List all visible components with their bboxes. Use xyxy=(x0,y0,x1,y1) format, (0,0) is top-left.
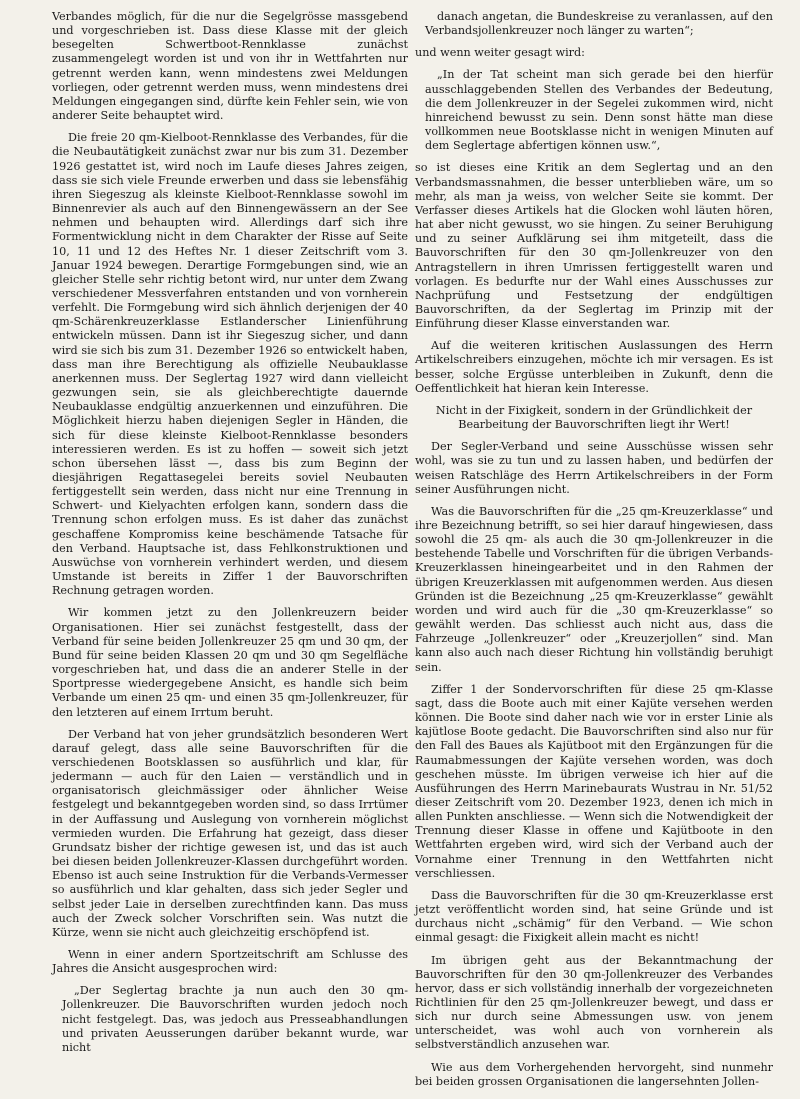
quotation: danach angetan, die Bundeskreise zu veranlassen, auf den Verbandsjollenkreuzer noch länger zu warten“; xyxy=(425,10,773,38)
paragraph: und wenn weiter gesagt wird: xyxy=(415,46,585,60)
paragraph: Dass die Bauvorschriften für die 30 qm-Kreuzerklasse erst jetzt veröffentlicht worden sind, hat seine Gründe und ist durchaus nicht „schämig“ für den Verband. — Wie schon einmal gesagt: die Fixigkeit allein macht es nicht! xyxy=(415,888,773,945)
paragraph: Ziffer 1 der Sondervorschriften für diese 25 qm-Klasse sagt, dass die Boote auch mit einer Kajüte versehen werden können. Die Boote sind daher nach wie vor in erster Linie als kajütlose Boote gedacht. Die Bauvorschriften sind also nur für den Fall des Baues als Kajütboot mit den Ergänzungen für die Raumabmessungen der Kajüte versehen worden, was doch geschehen müsste. Im übrigen verweise ich hier auf die Ausführungen des Herrn Marinebaurats Wustrau in Nr. 51/52 dieser Zeitschrift vom 20. Dezember 1923, denen ich mich in allen Punkten anschliesse. — Wenn sich die Notwendigkeit der Trennung dieser Klasse in offene und Kajütboote in den Wettfahrten ergeben wird, wird sich der Verband auch der Vornahme einer Trennung in den Wettfahrten nicht verschliessen. xyxy=(415,682,773,880)
paragraph: Im übrigen geht aus der Bekanntmachung der Bauvorschriften für den 30 qm-Jollenkreuzer des Verbandes hervor, dass er sich vollständig innerhalb der vorgezeichneten Richtlinien für den 25 qm-Jollenkreuzer bewegt, und dass er sich nur durch seine Abmessungen usw. von jenem unterscheidet, was wohl auch von vornherein als selbstverständlich anzusehen war. xyxy=(415,953,773,1052)
paragraph: Wie aus dem Vorhergehenden hervorgeht, sind nunmehr bei beiden grossen Organisationen die langersehnten Jollen- xyxy=(415,1060,773,1088)
paragraph: Die freie 20 qm-Kielboot-Rennklasse des Verbandes, für die die Neubautätigkeit zunächst zwar nur bis zum 31. Dezember 1926 gestattet ist, wird noch im Laufe dieses Jahres zeigen, dass sie sich viele Freunde erwerben und dass sie lebensfähig ihren Siegeszug als kleinste Kielboot-Rennklasse sowohl im Binnenrevier als auch auf den Binnengewässern an der See nehmen und behaupten wird. Allerdings darf sich ihre Formentwicklung nicht in dem Charakter der Risse auf Seite 10, 11 und 12 des Heftes Nr. 1 dieser Zeitschrift vom 3. Januar 1924 bewegen. Derartige Formgebungen sind, wie an gleicher Stelle sehr richtig betont wird, nur unter dem Zwang verschiedener Messverfahren entstanden und von vornherein verfehlt. Die Formgebung wird sich ähnlich derjenigen der 40 qm-Schärenkreuzerklasse Estlanderscher Linienführung entwickeln müssen. Dann ist ihr Siegeszug sicher, und dann wird sie sich bis zum 31. Dezember 1926 so entwickelt haben, dass man ihre Berechtigung als offizielle Neubauklasse anerkennen muss. Der Seglertag 1927 wird dann vielleicht gezwungen sein, sie als gleichberechtigte dauernde Neubauklasse endgültig anzuerkennen und einzuführen. Die Möglichkeit hierzu haben diejenigen Segler in Händen, die sich für diese kleinste Kielboot-Rennklasse besonders interessieren werden. Es ist zu hoffen — soweit sich jetzt schon übersehen lässt —, dass bis zum Beginn der diesjährigen Regattasegelei bereits soviel Neubauten fertiggestellt sein werden, dass nicht nur eine Trennung in Schwert- und Kielyachten erfolgen kann, sondern dass die Trennung schon erfolgen muss. Es ist daher das zunächst geschaffene Kompromiss keine beschämende Tatsache für den Verband. Hauptsache ist, dass Fehlkonstruktionen und Auswüchse von vornherein verhindert werden, und diesem Umstande ist bereits in Ziffer 1 der Bauvorschriften Rechnung getragen worden. xyxy=(52,131,408,598)
paragraph: Wenn in einer andern Sportzeitschrift am Schlusse des Jahres die Ansicht ausgesprochen wird: xyxy=(52,948,408,976)
emphasis-line: Nicht in der Fixigkeit, sondern in der Gründlichkeit der Bearbeitung der Bauvorschriften liegt ihr Wert! xyxy=(435,403,753,432)
paragraph: Der Verband hat von jeher grundsätzlich besonderen Wert darauf gelegt, dass alle seine Bauvorschriften für die verschiedenen Bootsklassen so ausführlich und klar, für jedermann — auch für den Laien — verständlich und in organisatorisch gleichmässiger oder ähnlicher Weise festgelegt und bekanntgegeben worden sind, so dass Irrtümer in der Auffassung und Auslegung von vornherein möglichst vermieden wurden. Die Erfahrung hat gezeigt, dass dieser Grundsatz bisher der richtige gewesen ist, und das ist auch bei diesen beiden Jollenkreuzer-Klassen durchgeführt worden. Ebenso ist auch seine Instruktion für die Verbands-Vermesser so ausführlich und klar gehalten, dass sich jeder Segler und selbst jeder Laie in derselben zurechtfinden kann. Das muss auch der Zweck solcher Vorschriften sein. Was nutzt die Kürze, wenn sie nicht auch gleichzeitig erschöpfend ist. xyxy=(52,727,408,939)
quotation: „Der Seglertag brachte ja nun auch den 30 qm-Jollenkreuzer. Die Bauvorschriften wurden jedoch noch nicht festgelegt. Das, was jedoch aus Presseabhandlungen und privaten Aeusserungen darüber bekannt wurde, war nicht xyxy=(62,984,408,1054)
paragraph: so ist dieses eine Kritik an dem Seglertag und an den Verbandsmassnahmen, die besser unterblieben wäre, um so mehr, als man ja weiss, von welcher Seite sie kommt. Der Verfasser dieses Artikels hat die Glocken wohl läuten hören, hat aber nicht gewusst, wo sie hingen. Zu seiner Beruhigung und zu seiner Aufklärung sei ihm mitgeteilt, dass die Bauvorschriften für den 30 qm-Jollenkreuzer von den Antragstellern in ihren Umrissen fertiggestellt waren und vorlagen. Es bedurfte nur der Wahl eines Ausschusses zur Nachprüfung und Festsetzung der endgültigen Bauvorschriften, da der Seglertag im Prinzip mit der Einführung dieser Klasse einverstanden war. xyxy=(415,161,773,331)
paragraph: Der Segler-Verband und seine Ausschüsse wissen sehr wohl, was sie zu tun und zu lassen haben, und bedürfen der weisen Ratschläge des Herrn Artikelschreibers in der Form seiner Ausführungen nicht. xyxy=(415,440,773,496)
right-column xyxy=(415,10,773,1097)
quotation: „In der Tat scheint man sich gerade bei den hierfür ausschlaggebenden Stellen des Verbandes der Bedeutung, die dem Jollenkreuzer in der Segelei zukommen wird, nicht hinreichend bewusst zu sein. Denn sonst hätte man diese vollkommen neue Bootsklasse nicht in wenigen Minuten auf dem Seglertage abfertigen können usw.“, xyxy=(425,68,773,153)
left-column xyxy=(52,10,408,1063)
paragraph: Was die Bauvorschriften für die „25 qm-Kreuzerklasse“ und ihre Bezeichnung betrifft, so sei hier darauf hingewiesen, dass sowohl die 25 qm- als auch die 30 qm-Jollenkreuzer in die bestehende Tabelle und Vorschriften für die übrigen Verbands-Kreuzerklassen hineingearbeitet und in den Rahmen der übrigen Kreuzerklassen mit aufgenommen werden. Aus diesen Gründen ist die Bezeichnung „25 qm-Kreuzerklasse“ gewählt worden und wird auch für die „30 qm-Kreuzerklasse“ so gewählt werden. Das schliesst auch nicht aus, dass die Fahrzeuge „Jollenkreuzer“ oder „Kreuzerjollen“ sind. Man kann also auch nach dieser Richtung hin vollständig beruhigt sein. xyxy=(415,504,773,674)
paragraph: Auf die weiteren kritischen Auslassungen des Herrn Artikelschreibers einzugehen, möchte ich mir versagen. Es ist besser, solche Ergüsse unterbleiben in Zukunft, denn die Oeffentlichkeit hat hieran kein Interesse. xyxy=(415,339,773,395)
paragraph: Wir kommen jetzt zu den Jollenkreuzern beider Organisationen. Hier sei zunächst festgestellt, dass der Verband für seine beiden Jollenkreuzer 25 qm und 30 qm, der Bund für seine beiden Klassen 20 qm und 30 qm Segelfläche vorgeschrieben hat, und dass die an anderer Stelle in der Sportpresse wiedergegebene Ansicht, es handle sich beim Verbande um einen 25 qm- und einen 35 qm-Jollenkreuzer, für den letzteren auf einem Irrtum beruht. xyxy=(52,606,408,719)
paragraph: Verbandes möglich, für die nur die Segelgrösse massgebend und vorgeschrieben ist. Dass diese Klasse mit der gleich besegelten Schwertboot-Rennklasse zunächst zusammengelegt worden ist und von ihr in Wettfahrten nur getrennt werden kann, wenn mindestens zwei Meldungen vorliegen, oder getrennt werden muss, wenn mindestens drei Meldungen eingegangen sind, dürfte kein Fehler sein, wie von anderer Seite behauptet wird. xyxy=(52,10,408,123)
